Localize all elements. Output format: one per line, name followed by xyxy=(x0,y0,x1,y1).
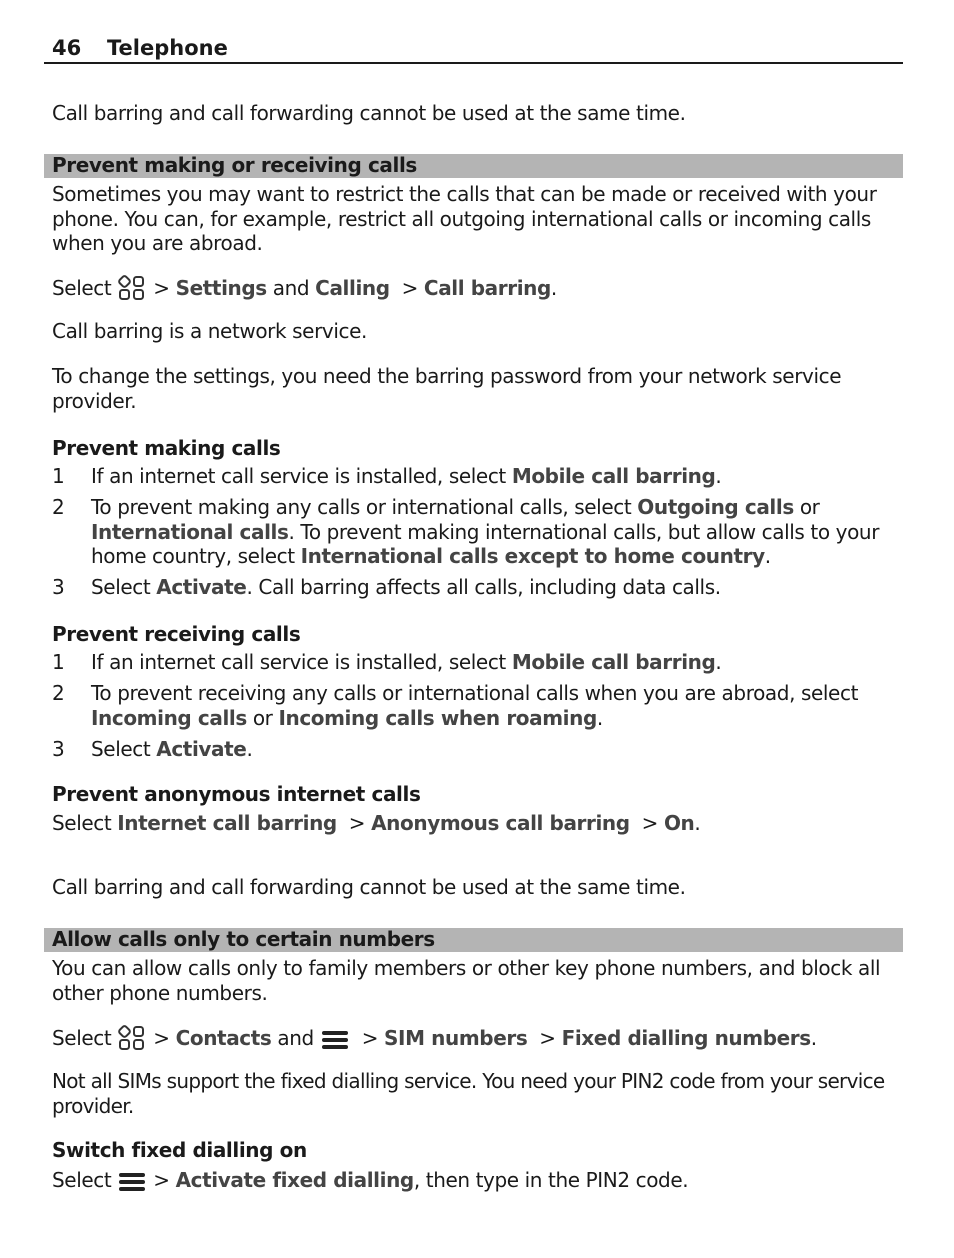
menu-grid-icon xyxy=(117,1025,147,1057)
section-heading: Allow calls only to certain numbers xyxy=(52,927,435,951)
list-item: 2 To prevent receiving any calls or international calls when you are abroad, select Incoming calls or Incoming calls when roaming. xyxy=(52,681,859,730)
section-intro-paragraph: You can allow calls only to family members or other key phone numbers, and block all other phone numbers. xyxy=(52,956,881,1005)
options-menu-icon xyxy=(117,1171,147,1199)
list-item: 3 Select Activate. Call barring affects all calls, including data calls. xyxy=(52,575,721,599)
options-menu-icon xyxy=(320,1029,350,1057)
section-intro-paragraph: Sometimes you may want to restrict the calls that can be made or received with your phone. You can, for example, restrict all outgoing international calls or incoming calls when you are abroad. xyxy=(52,182,877,255)
call-barring-label: Call barring xyxy=(423,276,551,300)
select-path-activate: Select > Activate fixed dialling, then type in the PIN2 code. xyxy=(52,1168,902,1199)
list-item: 3 Select Activate. xyxy=(52,737,253,761)
settings-label: Settings xyxy=(175,276,267,300)
subheading-prevent-making: Prevent making calls xyxy=(52,436,281,460)
section-heading-bar xyxy=(44,928,903,952)
chapter-title: Telephone xyxy=(107,36,228,60)
page-number: 46 xyxy=(52,36,82,60)
intro-note: Call barring and call forwarding cannot be used at the same time. xyxy=(52,101,686,125)
subheading-prevent-receiving: Prevent receiving calls xyxy=(52,622,301,646)
select-path-anonymous: Select Internet call barring > Anonymous call barring > On. xyxy=(52,811,701,835)
section-heading-bar xyxy=(44,154,903,178)
menu-grid-icon xyxy=(117,275,147,307)
outro-note: Call barring and call forwarding cannot be used at the same time. xyxy=(52,875,686,899)
select-path-settings: Select > Settings and Calling > Call barring. xyxy=(52,275,902,307)
network-service-note: Call barring is a network service. xyxy=(52,319,367,343)
list-item: 1 If an internet call service is installed, select Mobile call barring. xyxy=(52,650,722,674)
sim-note: Not all SIMs support the fixed dialling service. You need your PIN2 code from your service provider. xyxy=(52,1069,885,1118)
section-heading: Prevent making or receiving calls xyxy=(52,153,417,177)
select-path-contacts: Select > Contacts and > SIM numbers > Fixed dialling numbers. xyxy=(52,1025,902,1057)
subheading-switch-fixed-dialling: Switch fixed dialling on xyxy=(52,1138,307,1162)
list-item: 1 If an internet call service is installed, select Mobile call barring. xyxy=(52,464,722,488)
password-note: To change the settings, you need the barring password from your network service provider. xyxy=(52,364,842,413)
subheading-prevent-anonymous: Prevent anonymous internet calls xyxy=(52,782,421,806)
calling-label: Calling xyxy=(315,276,390,300)
page-header xyxy=(44,34,903,64)
list-item: 2 To prevent making any calls or international calls, select Outgoing calls or International calls. To prevent making international calls, but allow calls to your home country, select International calls except to home country. xyxy=(52,495,880,568)
